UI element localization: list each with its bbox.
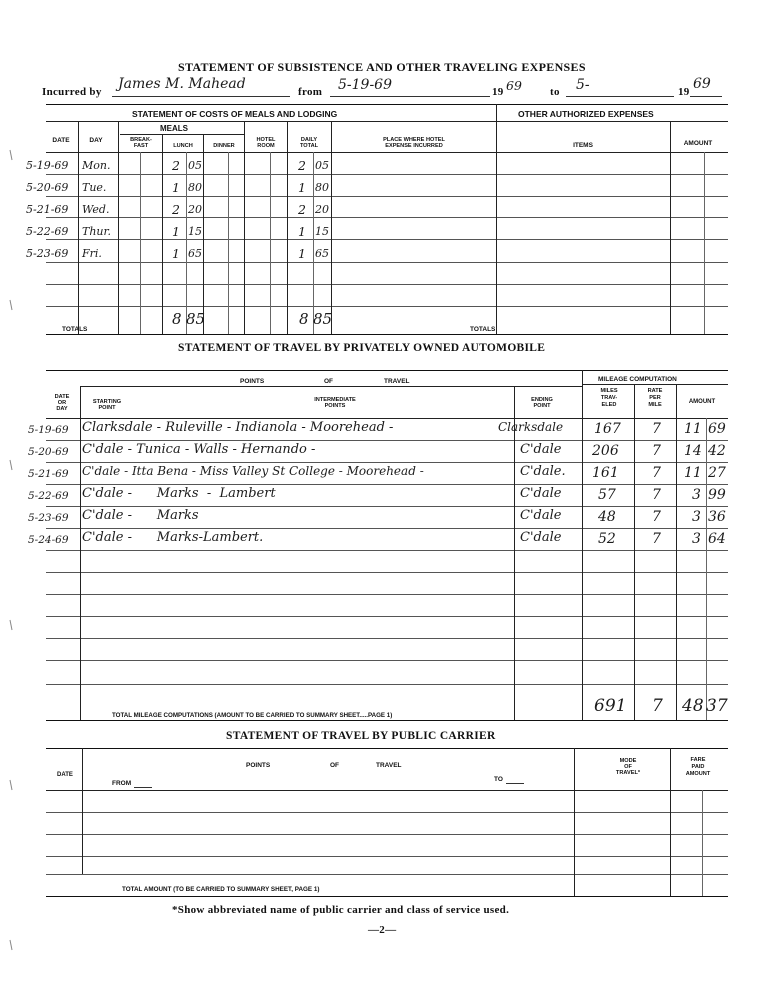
auto-col-amount: AMOUNT	[688, 399, 716, 405]
carrier-col-mode-1: MODE	[619, 758, 637, 764]
meals-day[interactable]: Fri.	[82, 247, 102, 260]
carrier-col-mode-3: TRAVEL*	[615, 770, 641, 776]
lunch-total-cents[interactable]: 85	[186, 310, 206, 328]
meals-day[interactable]: Wed.	[82, 203, 110, 216]
auto-route[interactable]: Clarksdale - Ruleville - Indianola - Moorehead -	[82, 420, 394, 435]
auto-date[interactable]: 5-22-69	[28, 490, 69, 502]
lunch-total-dollars[interactable]: 8	[172, 310, 182, 328]
col-header-daily-2: TOTAL	[299, 143, 319, 149]
auto-amount-dollars[interactable]: 3	[692, 509, 701, 525]
col-header-breakfast-1: BREAK-	[130, 137, 152, 143]
auto-miles[interactable]: 57	[598, 487, 616, 503]
auto-col-start-2: POINT	[98, 405, 116, 411]
meals-date[interactable]: 5-23-69	[26, 247, 69, 260]
daily-total-sum-dollars[interactable]: 8	[299, 310, 309, 328]
auto-col-end-2: POINT	[533, 403, 551, 409]
carrier-of-label: OF	[330, 762, 340, 769]
total-amount-cents[interactable]: 37	[706, 696, 728, 716]
lunch-cents[interactable]: 20	[188, 203, 202, 216]
auto-ending-point[interactable]: C'dale	[520, 530, 562, 545]
auto-col-date-3: DAY	[56, 406, 68, 412]
from-date-value[interactable]: 5-19-69	[338, 77, 392, 93]
auto-ending-point[interactable]: Clarksdale	[498, 420, 564, 434]
carrier-col-fare-1: FARE	[690, 757, 706, 763]
auto-amount-cents[interactable]: 27	[708, 465, 726, 481]
auto-amount-cents[interactable]: 42	[708, 443, 726, 459]
auto-date[interactable]: 5-21-69	[28, 468, 69, 480]
auto-rate[interactable]: 7	[652, 443, 661, 459]
carrier-to-label: TO	[494, 776, 503, 783]
col-header-place-1: PLACE WHERE HOTEL	[383, 137, 445, 143]
auto-amount-cents[interactable]: 36	[708, 509, 726, 525]
lunch-cents[interactable]: 80	[188, 181, 202, 194]
auto-col-rate-3: MILE	[648, 402, 662, 408]
auto-date[interactable]: 5-24-69	[28, 534, 69, 546]
total-miles[interactable]: 691	[594, 696, 627, 716]
meals-day[interactable]: Mon.	[82, 159, 111, 172]
auto-col-intermediate-1: INTERMEDIATE	[314, 397, 356, 403]
carrier-col-fare-2: PAID	[691, 764, 705, 770]
auto-ending-point[interactable]: C'dale	[520, 508, 562, 523]
lunch-dollars[interactable]: 1	[172, 224, 180, 239]
from-label: from	[298, 86, 323, 98]
carrier-points-label: POINTS	[246, 762, 271, 769]
page-number: —2—	[368, 924, 397, 936]
lunch-cents[interactable]: 65	[188, 247, 202, 260]
footer-note: *Show abbreviated name of public carrier and class of service used.	[172, 904, 510, 916]
daily-total-sum-cents[interactable]: 85	[313, 310, 333, 328]
year-value-1[interactable]: 69	[506, 78, 522, 93]
auto-col-intermediate-2: POINTS	[324, 403, 346, 409]
meals-date[interactable]: 5-19-69	[26, 159, 69, 172]
auto-col-miles-2: TRAV-	[600, 395, 618, 401]
auto-amount-cents[interactable]: 64	[708, 531, 726, 547]
auto-col-rate-1: RATE	[647, 388, 663, 394]
auto-date[interactable]: 5-23-69	[28, 512, 69, 524]
lunch-dollars[interactable]: 2	[172, 202, 180, 217]
daily-total-dollars[interactable]: 1	[298, 246, 306, 261]
incurred-by-label: Incurred by	[42, 86, 102, 98]
carrier-col-mode-2: OF	[624, 764, 632, 770]
auto-col-end-1: ENDING	[531, 397, 553, 403]
meals-date[interactable]: 5-22-69	[26, 225, 69, 238]
daily-total-cents[interactable]: 05	[315, 159, 329, 172]
auto-amount-cents[interactable]: 99	[708, 487, 726, 503]
auto-col-start-1: STARTING	[92, 399, 122, 405]
auto-amount-cents[interactable]: 69	[708, 421, 726, 437]
lunch-dollars[interactable]: 2	[172, 158, 180, 173]
auto-rate[interactable]: 7	[652, 531, 661, 547]
carrier-from-label: FROM	[112, 780, 132, 787]
total-rate[interactable]: 7	[652, 696, 663, 716]
auto-route[interactable]: C'dale - Marks	[82, 508, 199, 523]
auto-route[interactable]: C'dale - Marks-Lambert.	[82, 530, 264, 545]
daily-total-cents[interactable]: 65	[315, 247, 329, 260]
auto-date[interactable]: 5-20-69	[28, 446, 69, 458]
auto-col-miles-1: MILES	[600, 388, 618, 394]
auto-of-label: OF	[324, 378, 334, 385]
carrier-col-fare-3: AMOUNT	[685, 771, 711, 777]
col-header-lunch: LUNCH	[173, 143, 193, 149]
daily-total-cents[interactable]: 15	[315, 225, 329, 238]
col-header-hotel-1: HOTEL	[256, 137, 276, 143]
auto-miles[interactable]: 167	[594, 421, 621, 437]
lunch-cents[interactable]: 15	[188, 225, 202, 238]
year-prefix-2: 19	[678, 86, 690, 98]
auto-rate[interactable]: 7	[652, 421, 661, 437]
auto-rate[interactable]: 7	[652, 509, 661, 525]
auto-ending-point[interactable]: C'dale.	[520, 464, 566, 479]
col-header-place-2: EXPENSE INCURRED	[385, 143, 443, 149]
auto-col-miles-3: ELED	[601, 402, 617, 408]
totals-label-right: TOTALS	[470, 326, 496, 333]
other-expenses-title: OTHER AUTHORIZED EXPENSES	[518, 109, 654, 119]
daily-total-dollars[interactable]: 2	[298, 202, 306, 217]
auto-miles[interactable]: 52	[598, 531, 616, 547]
auto-amount-dollars[interactable]: 11	[684, 421, 702, 437]
year-value-2[interactable]: 69	[693, 76, 711, 92]
auto-miles[interactable]: 48	[598, 509, 616, 525]
auto-route[interactable]: C'dale - Itta Bena - Miss Valley St College - Moorehead -	[82, 464, 424, 478]
meals-date[interactable]: 5-20-69	[26, 181, 69, 194]
auto-rate[interactable]: 7	[652, 465, 661, 481]
auto-route[interactable]: C'dale - Marks - Lambert	[82, 486, 276, 501]
to-date-value[interactable]: 5-	[576, 77, 590, 93]
col-header-hotel-2: ROOM	[257, 143, 275, 149]
auto-travel-label: TRAVEL	[384, 378, 410, 385]
meals-day[interactable]: Tue.	[82, 181, 107, 194]
auto-amount-dollars[interactable]: 3	[692, 531, 701, 547]
year-prefix-1: 19	[492, 86, 504, 98]
lunch-cents[interactable]: 05	[188, 159, 202, 172]
auto-miles[interactable]: 206	[592, 443, 619, 459]
daily-total-dollars[interactable]: 1	[298, 180, 306, 195]
auto-col-date-1: DATE	[54, 394, 70, 400]
daily-total-dollars[interactable]: 1	[298, 224, 306, 239]
auto-ending-point[interactable]: C'dale	[520, 442, 562, 457]
col-header-breakfast-2: FAST	[133, 143, 149, 149]
auto-amount-dollars[interactable]: 11	[684, 465, 702, 481]
col-header-day: DAY	[89, 137, 103, 144]
auto-amount-dollars[interactable]: 3	[692, 487, 701, 503]
lunch-dollars[interactable]: 1	[172, 180, 180, 195]
auto-section-title: STATEMENT OF TRAVEL BY PRIVATELY OWNED AUTOMOBILE	[178, 342, 546, 354]
to-label: to	[550, 86, 560, 98]
daily-total-cents[interactable]: 80	[315, 181, 329, 194]
mileage-computation-label: MILEAGE COMPUTATION	[598, 376, 677, 383]
auto-miles[interactable]: 161	[592, 465, 619, 481]
col-header-date: DATE	[52, 137, 70, 144]
auto-ending-point[interactable]: C'dale	[520, 486, 562, 501]
meals-section-title: STATEMENT OF COSTS OF MEALS AND LODGING	[132, 109, 338, 119]
col-header-dinner: DINNER	[213, 143, 235, 149]
col-header-daily-1: DAILY	[300, 137, 318, 143]
incurred-by-value[interactable]: James M. Mahead	[118, 76, 246, 92]
total-mileage-label: TOTAL MILEAGE COMPUTATIONS (AMOUNT TO BE CARRIED TO SUMMARY SHEET.....PAGE 1)	[112, 712, 393, 719]
auto-col-rate-2: PER	[649, 395, 661, 401]
col-header-amount: AMOUNT	[683, 140, 713, 147]
col-header-items: ITEMS	[573, 142, 593, 149]
daily-total-dollars[interactable]: 2	[298, 158, 306, 173]
totals-label: TOTALS	[62, 326, 88, 333]
carrier-travel-label: TRAVEL	[376, 762, 402, 769]
binding-edge-marks	[0, 0, 40, 990]
lunch-dollars[interactable]: 1	[172, 246, 180, 261]
auto-amount-dollars[interactable]: 14	[684, 443, 702, 459]
carrier-section-title: STATEMENT OF TRAVEL BY PUBLIC CARRIER	[226, 730, 496, 742]
auto-date[interactable]: 5-19-69	[28, 424, 69, 436]
meals-date[interactable]: 5-21-69	[26, 203, 69, 216]
total-amount-dollars[interactable]: 48	[682, 696, 704, 716]
auto-route[interactable]: C'dale - Tunica - Walls - Hernando -	[82, 442, 316, 457]
auto-rate[interactable]: 7	[652, 487, 661, 503]
daily-total-cents[interactable]: 20	[315, 203, 329, 216]
meals-header: MEALS	[160, 124, 188, 133]
auto-points-label: POINTS	[240, 378, 265, 385]
form-title: STATEMENT OF SUBSISTENCE AND OTHER TRAVELING EXPENSES	[178, 60, 586, 74]
carrier-col-date: DATE	[57, 772, 73, 778]
meals-day[interactable]: Thur.	[82, 225, 112, 238]
carrier-total-label: TOTAL AMOUNT (TO BE CARRIED TO SUMMARY SHEET, PAGE 1)	[122, 886, 320, 893]
auto-col-date-2: OR	[57, 400, 67, 406]
